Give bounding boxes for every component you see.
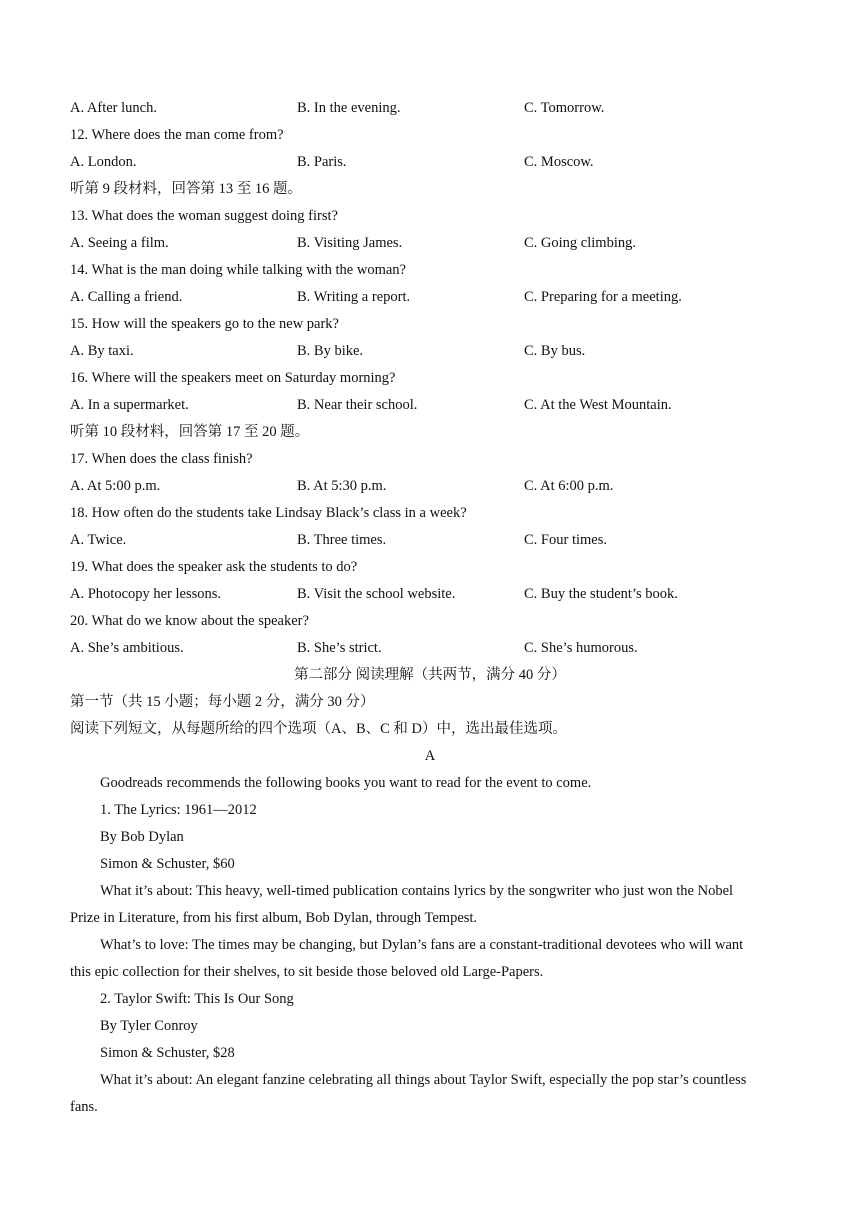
book-1-title: 1. The Lyrics: 1961—2012 [100, 802, 257, 818]
book-2-about-line-2: fans. [70, 1099, 98, 1115]
book-1-author: By Bob Dylan [100, 829, 184, 845]
option-a: A. In a supermarket. [70, 397, 189, 413]
option-a: A. Photocopy her lessons. [70, 586, 222, 602]
book-2-title: 2. Taylor Swift: This Is Our Song [100, 991, 294, 1007]
option-c: C. Moscow. [524, 154, 594, 170]
option-b: B. At 5:30 p.m. [297, 478, 387, 494]
option-b: B. In the evening. [297, 100, 401, 116]
book-1-about-line-1: What it’s about: This heavy, well-timed publication contains lyrics by the songwriter who just won the Nobel [100, 883, 734, 899]
option-b: B. Three times. [297, 532, 387, 548]
book-2-about-line-1: What it’s about: An elegant fanzine celebrating all things about Taylor Swift, especially the pop star’s countless [100, 1072, 747, 1088]
option-a: A. She’s ambitious. [70, 640, 184, 656]
passage-intro: Goodreads recommends the following books you want to read for the event to come. [100, 775, 592, 791]
question-14: 14. What is the man doing while talking with the woman? [70, 262, 406, 278]
option-b: B. Writing a report. [297, 289, 411, 305]
option-c: C. At the West Mountain. [524, 397, 672, 413]
option-a: A. Calling a friend. [70, 289, 183, 305]
question-12: 12. Where does the man come from? [70, 127, 284, 143]
book-1-love-line-2: this epic collection for their shelves, to sit beside those beloved old Large-Papers. [70, 964, 544, 980]
book-2-publisher: Simon & Schuster, $28 [100, 1045, 235, 1061]
book-2-author: By Tyler Conroy [100, 1018, 198, 1034]
question-16: 16. Where will the speakers meet on Saturday morning? [70, 370, 396, 386]
question-13: 13. What does the woman suggest doing first? [70, 208, 338, 224]
option-c: C. Four times. [524, 532, 607, 548]
option-b: B. Near their school. [297, 397, 418, 413]
book-1-publisher: Simon & Schuster, $60 [100, 856, 235, 872]
part-two-title: 第二部分 阅读理解（共两节，满分 40 分） [294, 667, 566, 683]
option-c: C. Tomorrow. [524, 100, 605, 116]
option-c: C. At 6:00 p.m. [524, 478, 614, 494]
reading-instruction: 阅读下列短文，从每题所给的四个选项（A、B、C 和 D）中，选出最佳选项。 [70, 721, 568, 737]
section-one-title: 第一节（共 15 小题；每小题 2 分，满分 30 分） [70, 694, 375, 710]
option-c: C. Preparing for a meeting. [524, 289, 682, 305]
book-1-about-line-2: Prize in Literature, from his first album, Bob Dylan, through Tempest. [70, 910, 478, 926]
option-b: B. Paris. [297, 154, 347, 170]
question-17: 17. When does the class finish? [70, 451, 253, 467]
question-15: 15. How will the speakers go to the new park? [70, 316, 339, 332]
option-b: B. Visiting James. [297, 235, 403, 251]
question-19: 19. What does the speaker ask the students to do? [70, 559, 358, 575]
passage-label: A [424, 748, 436, 764]
option-b: B. Visit the school website. [297, 586, 456, 602]
option-c: C. Going climbing. [524, 235, 636, 251]
option-a: A. London. [70, 154, 137, 170]
section-9-heading: 听第 9 段材料，回答第 13 至 16 题。 [70, 181, 302, 197]
question-18: 18. How often do the students take Lindsay Black’s class in a week? [70, 505, 467, 521]
option-a: A. Seeing a film. [70, 235, 169, 251]
book-1-love-line-1: What’s to love: The times may be changing, but Dylan’s fans are a constant-traditional devotees who will want [100, 937, 744, 953]
option-a: A. Twice. [70, 532, 127, 548]
section-10-heading: 听第 10 段材料，回答第 17 至 20 题。 [70, 424, 310, 440]
option-b: B. By bike. [297, 343, 364, 359]
option-c: C. By bus. [524, 343, 586, 359]
option-b: B. She’s strict. [297, 640, 382, 656]
option-a: A. After lunch. [70, 100, 157, 116]
option-c: C. Buy the student’s book. [524, 586, 678, 602]
option-a: A. At 5:00 p.m. [70, 478, 161, 494]
question-20: 20. What do we know about the speaker? [70, 613, 309, 629]
option-c: C. She’s humorous. [524, 640, 638, 656]
option-a: A. By taxi. [70, 343, 134, 359]
